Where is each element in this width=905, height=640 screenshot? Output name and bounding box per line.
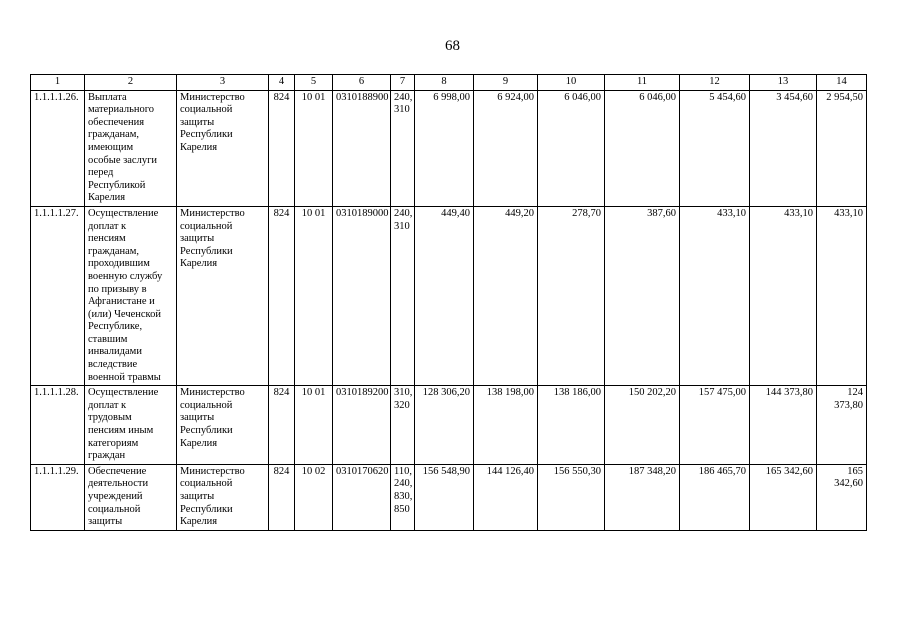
column-header: 11: [605, 75, 680, 91]
row-target-article-cell: 0310188900: [333, 90, 391, 206]
column-header: 13: [750, 75, 817, 91]
row-section-cell: 10 01: [295, 90, 333, 206]
row-ministry-cell: Министерство социальной защиты Республики Карелия: [177, 90, 269, 206]
row-ministry-cell: Министерство социальной защиты Республики Карелия: [177, 386, 269, 465]
header-row: [31, 75, 867, 91]
row-section-cell: 10 02: [295, 464, 333, 530]
row-value-cell: 2 954,50: [817, 90, 867, 206]
row-value-cell: 124 373,80: [817, 386, 867, 465]
row-value-cell: 186 465,70: [680, 464, 750, 530]
column-header: 1: [31, 75, 85, 91]
row-value-cell: 449,20: [474, 206, 538, 385]
row-value-cell: 449,40: [415, 206, 474, 385]
row-value-cell: 6 924,00: [474, 90, 538, 206]
row-ministry-code-cell: 824: [269, 464, 295, 530]
row-value-cell: 5 454,60: [680, 90, 750, 206]
budget-table: [30, 74, 867, 531]
row-description-cell: Осуществление доплат к пенсиям гражданам, проходившим военную службу по призыву в Афганистане и (или) Чеченской Республике, ставшим инвалидами вследствие военной травмы: [85, 206, 177, 385]
row-value-cell: 156 548,90: [415, 464, 474, 530]
row-value-cell: 433,10: [750, 206, 817, 385]
row-value-cell: 156 550,30: [538, 464, 605, 530]
row-value-cell: 144 126,40: [474, 464, 538, 530]
row-expense-type-cell: 310, 320: [391, 386, 415, 465]
row-value-cell: 433,10: [817, 206, 867, 385]
column-header: 7: [391, 75, 415, 91]
row-description-cell: Обеспечение деятельности учреждений социальной защиты: [85, 464, 177, 530]
row-code-cell: 1.1.1.1.29.: [31, 464, 85, 530]
row-value-cell: 165 342,60: [817, 464, 867, 530]
row-expense-type-cell: 240, 310: [391, 206, 415, 385]
row-value-cell: 138 198,00: [474, 386, 538, 465]
row-value-cell: 165 342,60: [750, 464, 817, 530]
table-row: [31, 90, 867, 206]
row-ministry-code-cell: 824: [269, 386, 295, 465]
row-value-cell: 144 373,80: [750, 386, 817, 465]
row-value-cell: 6 046,00: [605, 90, 680, 206]
row-value-cell: 6 046,00: [538, 90, 605, 206]
row-code-cell: 1.1.1.1.26.: [31, 90, 85, 206]
row-code-cell: 1.1.1.1.28.: [31, 386, 85, 465]
column-header: 4: [269, 75, 295, 91]
row-description-cell: Осуществление доплат к трудовым пенсиям иным категориям граждан: [85, 386, 177, 465]
row-value-cell: 138 186,00: [538, 386, 605, 465]
table-row: [31, 206, 867, 385]
column-header: 14: [817, 75, 867, 91]
row-value-cell: 3 454,60: [750, 90, 817, 206]
row-value-cell: 6 998,00: [415, 90, 474, 206]
page-number: 68: [445, 38, 460, 54]
row-expense-type-cell: 110, 240, 830, 850: [391, 464, 415, 530]
row-section-cell: 10 01: [295, 386, 333, 465]
row-value-cell: 187 348,20: [605, 464, 680, 530]
column-header: 8: [415, 75, 474, 91]
column-header: 10: [538, 75, 605, 91]
row-value-cell: 128 306,20: [415, 386, 474, 465]
row-value-cell: 150 202,20: [605, 386, 680, 465]
column-header: 12: [680, 75, 750, 91]
row-code-cell: 1.1.1.1.27.: [31, 206, 85, 385]
column-header: 9: [474, 75, 538, 91]
row-value-cell: 278,70: [538, 206, 605, 385]
row-target-article-cell: 0310189200: [333, 386, 391, 465]
row-value-cell: 157 475,00: [680, 386, 750, 465]
row-section-cell: 10 01: [295, 206, 333, 385]
table-row: [31, 464, 867, 530]
row-ministry-code-cell: 824: [269, 206, 295, 385]
column-header: 2: [85, 75, 177, 91]
row-value-cell: 433,10: [680, 206, 750, 385]
row-target-article-cell: 0310189000: [333, 206, 391, 385]
row-ministry-cell: Министерство социальной защиты Республики Карелия: [177, 206, 269, 385]
column-header: 6: [333, 75, 391, 91]
row-value-cell: 387,60: [605, 206, 680, 385]
row-description-cell: Выплата материального обеспечения гражданам, имеющим особые заслуги перед Республикой Карелия: [85, 90, 177, 206]
column-header: 3: [177, 75, 269, 91]
table-row: [31, 386, 867, 465]
row-target-article-cell: 0310170620: [333, 464, 391, 530]
row-ministry-code-cell: 824: [269, 90, 295, 206]
row-ministry-cell: Министерство социальной защиты Республики Карелия: [177, 464, 269, 530]
row-expense-type-cell: 240, 310: [391, 90, 415, 206]
column-header: 5: [295, 75, 333, 91]
